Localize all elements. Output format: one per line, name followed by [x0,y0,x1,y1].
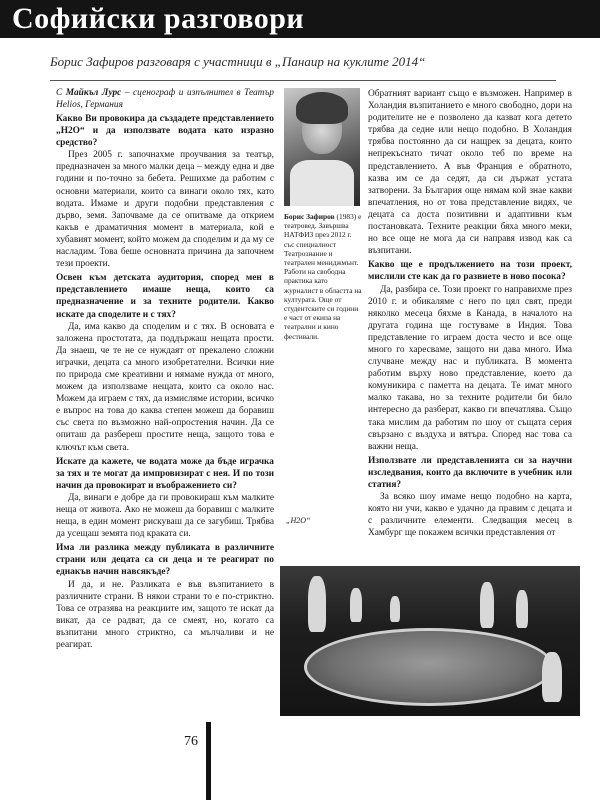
page-bar [206,722,211,800]
question-1: Какво Ви провокира да създадете представлението „Н2О“ и да използвате водата като изразно средство? [56,114,274,149]
answer-6: За всяко шоу имаме нещо подобно на карта, която ни учи, какво е удачно да правим с децата и с различните елементи. Следващия месец в Хамбург ще покажем всички представления от [368,492,572,539]
right-column [368,88,572,556]
answer-4-continued: Обратният вариант също е възможен. Например в Холандия възпитанието е много свободно, дори на родителите не е позволено да казват кога детето трябва да седне или нещо подобно. В Холандия трябва постоянно да си нащрек за децата, които непрекъснато тичат около теб по време на представлението. А във Франция е обратното, казва им се да седят, да си държат устата затворени. За България още нямам кой знае какви впечатления, но от това представление видях, че децата са доста позитивни и адаптивни към постановката. Техните реакции бяха много меки, но все още не мога да си направя извод как са възпитани. [368,89,572,257]
answer-4: И да, и не. Разликата е във възпитанието в различните страни. В някои страни то е по-стриктно. Това се отразява на реакциите им, защото те искат да викат, да се радват, да се смеят, но, когато са възпитани много стриктно, са мълчаливи и не реагират. [56,579,274,651]
byline-name: Майкъл Лурс [65,88,122,98]
question-6: Използвате ли представленията си за научни изследвания, които да включите в учебник или статия? [368,455,572,490]
caption-name: Борис Зафиров [284,212,335,221]
divider [50,80,556,81]
photo-figure [308,576,326,632]
author-portrait [284,88,360,206]
author-caption [284,212,362,341]
left-column [56,88,274,728]
page-title: Софийски разговори [12,2,305,35]
question-3: Искате да кажете, че водата може да бъде играчка за тях и те могат да импровизират с нея. И по този начин да провокират и въображението си? [56,456,274,491]
article-subtitle: Борис Зафиров разговаря с участници в „Панаир на куклите 2014“ [50,54,426,69]
photo-figure [516,590,528,628]
header-bar [0,0,600,38]
page-number: 76 [184,734,198,749]
photo-figure [542,652,562,702]
portrait-hair [296,92,348,124]
question-5: Какво ще е продължението на този проект, мислили сте как да го развиете в ново посока? [368,260,572,283]
question-4: Има ли разлика между публиката в различните страни или децата са си деца и те реагират по еднакъв начин навсякъде? [56,543,274,578]
caption-text: (1983) е театровед. Завършва НАТФИЗ през 2012 г. със специалност Театрознание и театрален мениджмънт. Работи на свободна практика като журналист в областта на културата. Още от студентските си години е част от екипа на театрални и кино фестивали. [284,212,362,341]
question-2: Освен към детската аудитория, според мен в представлението имаше неща, които са предназначение и за техните родители. Какво искате да споделите и с тях? [56,273,274,320]
answer-1: През 2005 г. започнахме проучвания за театър, предназначен за много малки деца – между една и две години и по-точно за бебета. Решихме да работим с основни материали, които са винаги около тях, като водата. Имаме и други подобни представления с дърво, земя. Започваме да се опитваме да открием какъв е драматичния момент в материала, кой е хубавият момент, който можем да споделим и да му се насладим. Това беше основната причина да започнем тези проекти. [56,150,274,270]
photo-figure [350,588,362,622]
answer-2: Да, има какво да споделим и с тях. В основата е заложена простотата, да поддържаш нещата прости. Да знаеш, че те не се нуждаят от прекалено сложни играчки, децата са много изобретателни. Всички ние по природа сме креативни и нямаме нужда от много, можем да използваме нещата, които са около нас. Можем да играем с тях, да измисляме истории, всичко е въпрос на това до каква степен можеш да боравиш със света по възможно най-опростения начин. Да се опиташ да разбереш простите неща, защото това е ключът към света. [56,321,274,453]
portrait-body [290,160,354,206]
performance-photo [280,566,580,716]
show-mark: „Н2О“ [286,516,311,525]
byline-role: – сценограф и изпълнител в Театър Helios, Германия [56,88,274,110]
byline [56,88,274,111]
photo-water-pool [304,628,554,706]
answer-5: Да, разбира се. Този проект го направихме през 2010 г. и обикаляме с него по цял свят, преди няколко месеца бяхме в Канада, в началото на другата година ще гостуваме в Индия. Това представление го играем доста често и все още много го харесваме, защото ни дава много. Има случване между нас и публиката. В момента работим върху ново представление, което да комуникира с паметта на децата. Те имат много малко такава, но за техните родители би било интересно да разберат, какво ги впечатлява. Също така мислим да работим по шоу от същата серия свързано с въздуха и вятъра. Според нас това са важни неща. [368,284,572,452]
photo-figure [390,596,400,622]
answer-3: Да, винаги е добре да ги провокираш към малките неща от живота. Ако не можеш да боравиш с малките неща, в един момент рискуваш да се загубиш. Трябва да усещаш земята под краката си. [56,492,274,540]
byline-prefix: С [56,88,63,98]
photo-figure [480,582,494,628]
